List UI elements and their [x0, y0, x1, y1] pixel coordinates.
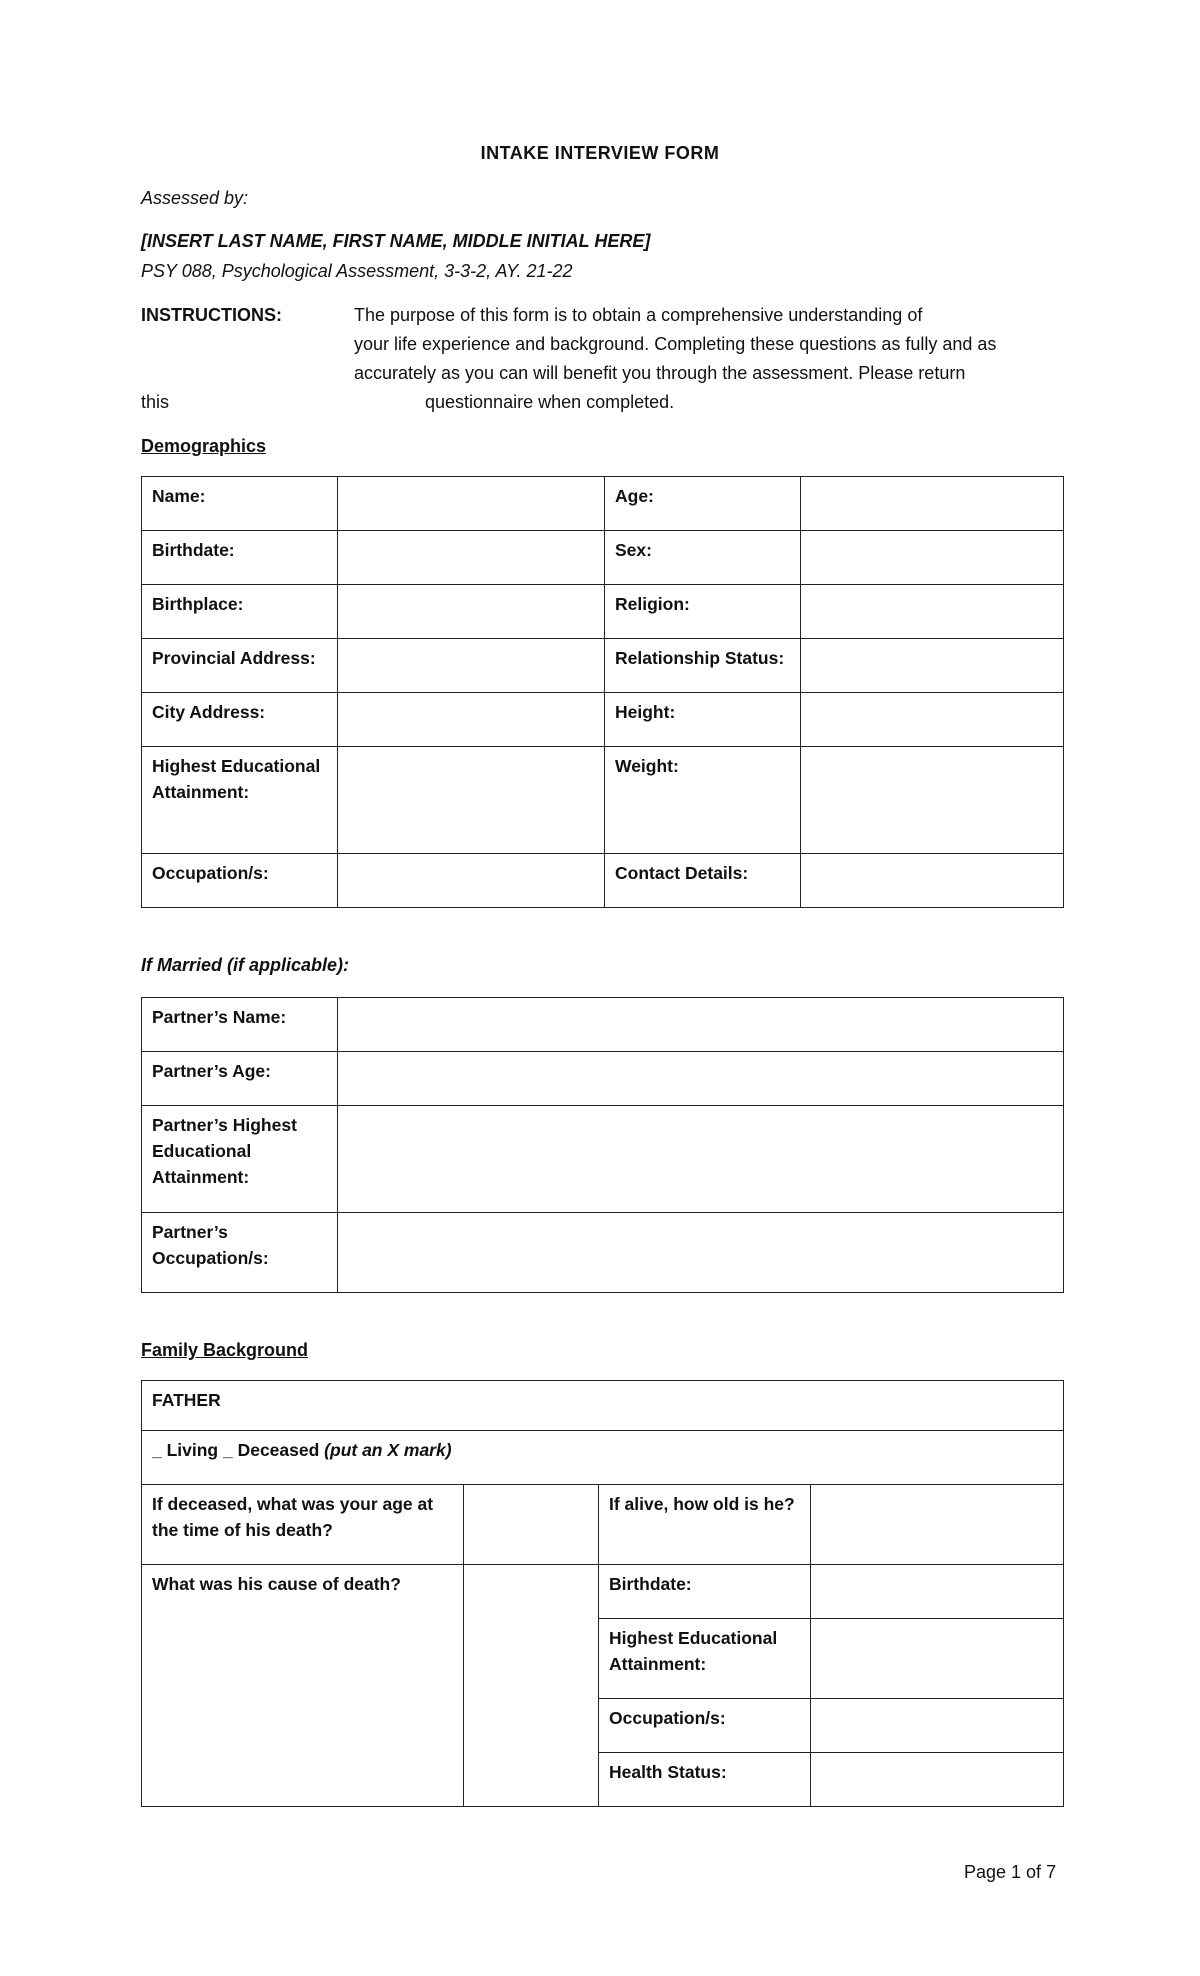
married-table [141, 997, 1064, 1293]
age-label: Age: [605, 477, 801, 531]
contact-details-field[interactable] [801, 854, 1064, 908]
provincial-address-field[interactable] [338, 639, 605, 693]
father-birthdate-label: Birthdate: [599, 1565, 811, 1619]
table-row [142, 1431, 1064, 1485]
table-row [142, 1106, 1064, 1213]
deceased-age-field[interactable] [464, 1485, 599, 1565]
occupation-label: Occupation/s: [142, 854, 338, 908]
birthplace-label: Birthplace: [142, 585, 338, 639]
alive-age-field[interactable] [811, 1485, 1064, 1565]
table-row [142, 1213, 1064, 1293]
assessor-name-placeholder: [INSERT LAST NAME, FIRST NAME, MIDDLE INITIAL HERE] [141, 231, 651, 251]
living-deceased-options: _ Living _ Deceased [152, 1440, 325, 1460]
cause-of-death-question: What was his cause of death? [142, 1565, 464, 1807]
father-label: FATHER [142, 1381, 1064, 1431]
father-birthdate-field[interactable] [811, 1565, 1064, 1619]
religion-label: Religion: [605, 585, 801, 639]
weight-label: Weight: [605, 747, 801, 854]
partner-education-field[interactable] [338, 1106, 1064, 1213]
table-row [142, 585, 1064, 639]
table-row [142, 854, 1064, 908]
birthplace-field[interactable] [338, 585, 605, 639]
demographics-heading: Demographics [141, 436, 267, 456]
father-education-field[interactable] [811, 1619, 1064, 1699]
partner-age-label: Partner’s Age: [142, 1052, 338, 1106]
instructions-line-4-left: this [141, 392, 170, 412]
partner-occupation-label: Partner’s Occupation/s: [142, 1213, 338, 1293]
alive-age-question: If alive, how old is he? [599, 1485, 811, 1565]
sex-field[interactable] [801, 531, 1064, 585]
status-note: (put an X mark) [324, 1440, 452, 1460]
occupation-field[interactable] [338, 854, 605, 908]
table-row [142, 1485, 1064, 1565]
father-table [141, 1380, 1064, 1807]
table-row [142, 639, 1064, 693]
demographics-table [141, 476, 1064, 908]
table-row [142, 747, 1064, 854]
name-label: Name: [142, 477, 338, 531]
relationship-status-label: Relationship Status: [605, 639, 801, 693]
father-living-status[interactable] [142, 1431, 1064, 1485]
table-row [142, 1565, 1064, 1619]
instructions-line-3: accurately as you can will benefit you through the assessment. Please return [354, 363, 966, 383]
partner-name-field[interactable] [338, 998, 1064, 1052]
instructions-line-2: your life experience and background. Completing these questions as fully and as [354, 334, 997, 354]
table-row [142, 998, 1064, 1052]
birthdate-label: Birthdate: [142, 531, 338, 585]
height-field[interactable] [801, 693, 1064, 747]
partner-age-field[interactable] [338, 1052, 1064, 1106]
partner-education-label: Partner’s Highest Educational Attainment: [142, 1106, 338, 1213]
table-row [142, 1381, 1064, 1431]
course-info: PSY 088, Psychological Assessment, 3-3-2, AY. 21-22 [141, 261, 573, 281]
sex-label: Sex: [605, 531, 801, 585]
table-row [142, 477, 1064, 531]
relationship-status-field[interactable] [801, 639, 1064, 693]
partner-name-label: Partner’s Name: [142, 998, 338, 1052]
provincial-address-label: Provincial Address: [142, 639, 338, 693]
name-field[interactable] [338, 477, 605, 531]
form-title: INTAKE INTERVIEW FORM [480, 143, 720, 163]
father-health-label: Health Status: [599, 1753, 811, 1807]
father-health-field[interactable] [811, 1753, 1064, 1807]
height-label: Height: [605, 693, 801, 747]
age-field[interactable] [801, 477, 1064, 531]
married-heading: If Married (if applicable): [141, 955, 350, 975]
weight-field[interactable] [801, 747, 1064, 854]
table-row [142, 531, 1064, 585]
assessed-by-label: Assessed by: [141, 188, 249, 208]
deceased-age-question: If deceased, what was your age at the time of his death? [142, 1485, 464, 1565]
instructions-label: INSTRUCTIONS: [141, 305, 282, 325]
instructions-line-4-right: questionnaire when completed. [425, 392, 675, 412]
father-occupation-field[interactable] [811, 1699, 1064, 1753]
partner-occupation-field[interactable] [338, 1213, 1064, 1293]
table-row [142, 1052, 1064, 1106]
instructions-line-1: The purpose of this form is to obtain a comprehensive understanding of [354, 305, 923, 325]
family-background-heading: Family Background [141, 1340, 309, 1360]
father-occupation-label: Occupation/s: [599, 1699, 811, 1753]
cause-of-death-field[interactable] [464, 1565, 599, 1807]
table-row [142, 693, 1064, 747]
religion-field[interactable] [801, 585, 1064, 639]
page-number: Page 1 of 7 [964, 1862, 1057, 1882]
father-education-label: Highest Educational Attainment: [599, 1619, 811, 1699]
contact-details-label: Contact Details: [605, 854, 801, 908]
city-address-field[interactable] [338, 693, 605, 747]
education-field[interactable] [338, 747, 605, 854]
birthdate-field[interactable] [338, 531, 605, 585]
city-address-label: City Address: [142, 693, 338, 747]
education-label: Highest Educational Attainment: [142, 747, 338, 854]
